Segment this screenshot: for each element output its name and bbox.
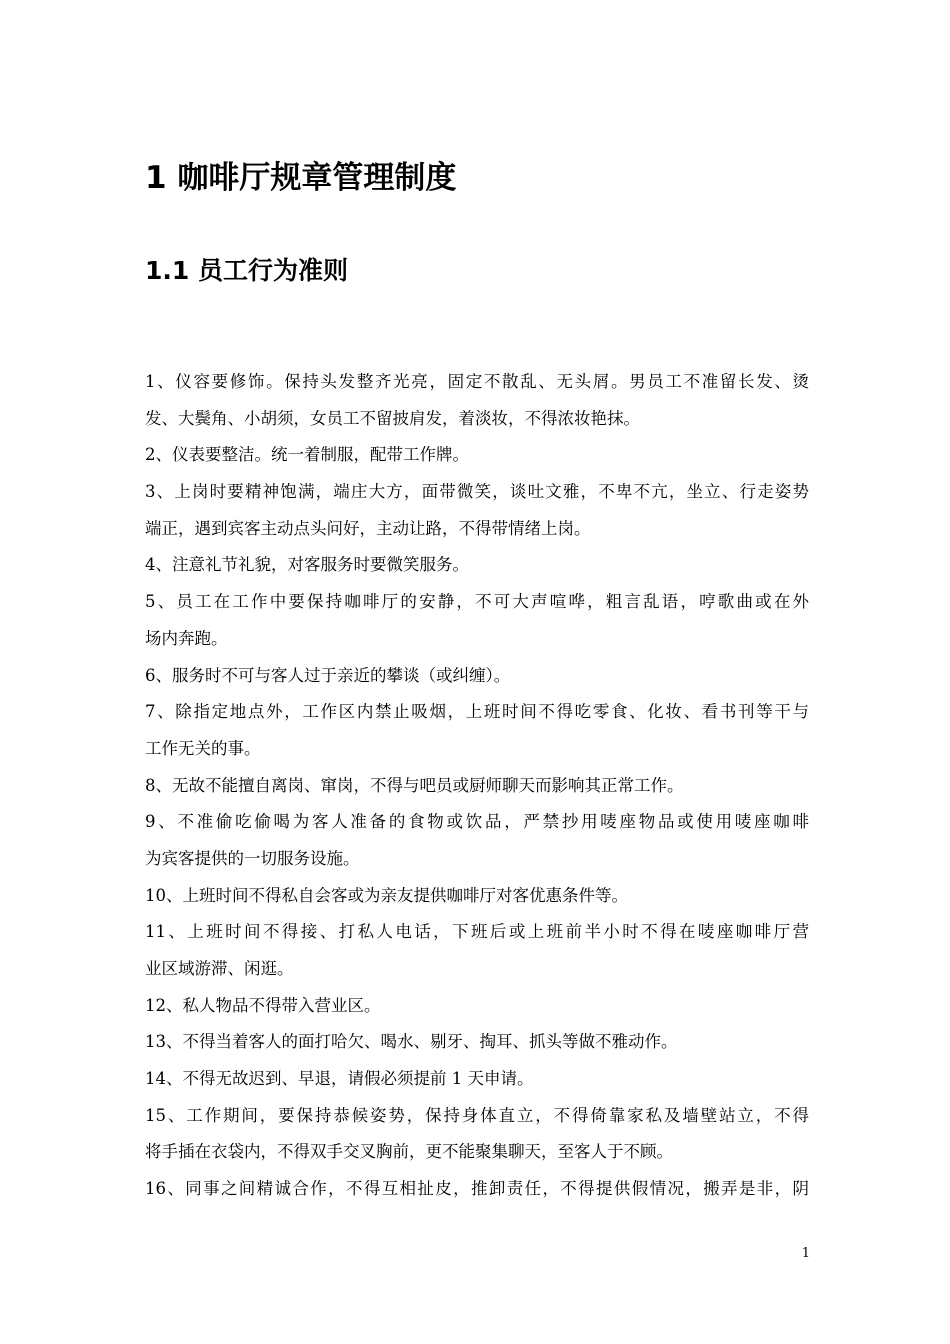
body-line: 4、注意礼节礼貌，对客服务时要微笑服务。 (145, 555, 469, 575)
body-line: 10、上班时间不得私自会客或为亲友提供咖啡厅对客优惠条件等。 (145, 885, 628, 905)
body-line: 发、大鬓角、小胡须，女员工不留披肩发，着淡妆，不得浓妆艳抹。 (145, 408, 640, 428)
body-line: 11、上班时间不得接、打私人电话，下班后或上班前半小时不得在唛座咖啡厅营 (145, 922, 809, 942)
body-line: 端正，遇到宾客主动点头问好，主动让路，不得带情绪上岗。 (145, 518, 591, 538)
body-line: 7、除指定地点外，工作区内禁止吸烟，上班时间不得吃零食、化妆、看书刊等干与 (145, 702, 809, 722)
body-line: 场内奔跑。 (145, 628, 228, 648)
body-line: 13、不得当着客人的面打哈欠、喝水、剔牙、掏耳、抓头等做不雅动作。 (145, 1032, 678, 1052)
page-number: 1 (801, 1246, 810, 1261)
body-line: 9、不准偷吃偷喝为客人准备的食物或饮品，严禁抄用唛座物品或使用唛座咖啡 (145, 812, 809, 832)
body-line: 工作无关的事。 (145, 738, 261, 758)
body-line: 16、同事之间精诚合作，不得互相扯皮，推卸责任，不得提供假情况，搬弄是非，阴 (145, 1179, 809, 1199)
body-line: 1、仪容要修饰。保持头发整齐光亮，固定不散乱、无头屑。男员工不准留长发、烫 (145, 372, 809, 391)
body-line: 5、员工在工作中要保持咖啡厅的安静，不可大声喧哗，粗言乱语，哼歌曲或在外 (145, 592, 809, 612)
body-line: 3、上岗时要精神饱满，端庄大方，面带微笑，谈吐文雅，不卑不亢，坐立、行走姿势 (145, 482, 809, 502)
body-line: 8、无故不能擅自离岗、窜岗，不得与吧员或厨师聊天而影响其正常工作。 (145, 775, 684, 795)
body-line: 6、服务时不可与客人过于亲近的攀谈（或纠缠）。 (145, 665, 511, 685)
body-line: 为宾客提供的一切服务设施。 (145, 848, 360, 868)
rules-body (145, 364, 809, 1208)
body-line: 2、仪表要整洁。统一着制服，配带工作牌。 (145, 445, 469, 465)
body-line: 15、工作期间，要保持恭候姿势，保持身体直立，不得倚靠家私及墙壁站立，不得 (145, 1105, 809, 1125)
body-line: 14、不得无故迟到、早退，请假必须提前 1 天申请。 (145, 1069, 534, 1089)
body-line: 业区域游滞、闲逛。 (145, 959, 294, 978)
chapter-heading: 1 咖啡厅规章管理制度 (145, 160, 457, 196)
section-heading: 1.1 员工行为准则 (145, 256, 348, 285)
body-line: 将手插在衣袋内，不得双手交叉胸前，更不能聚集聊天，至客人于不顾。 (145, 1142, 673, 1162)
body-line: 12、私人物品不得带入营业区。 (145, 995, 381, 1015)
